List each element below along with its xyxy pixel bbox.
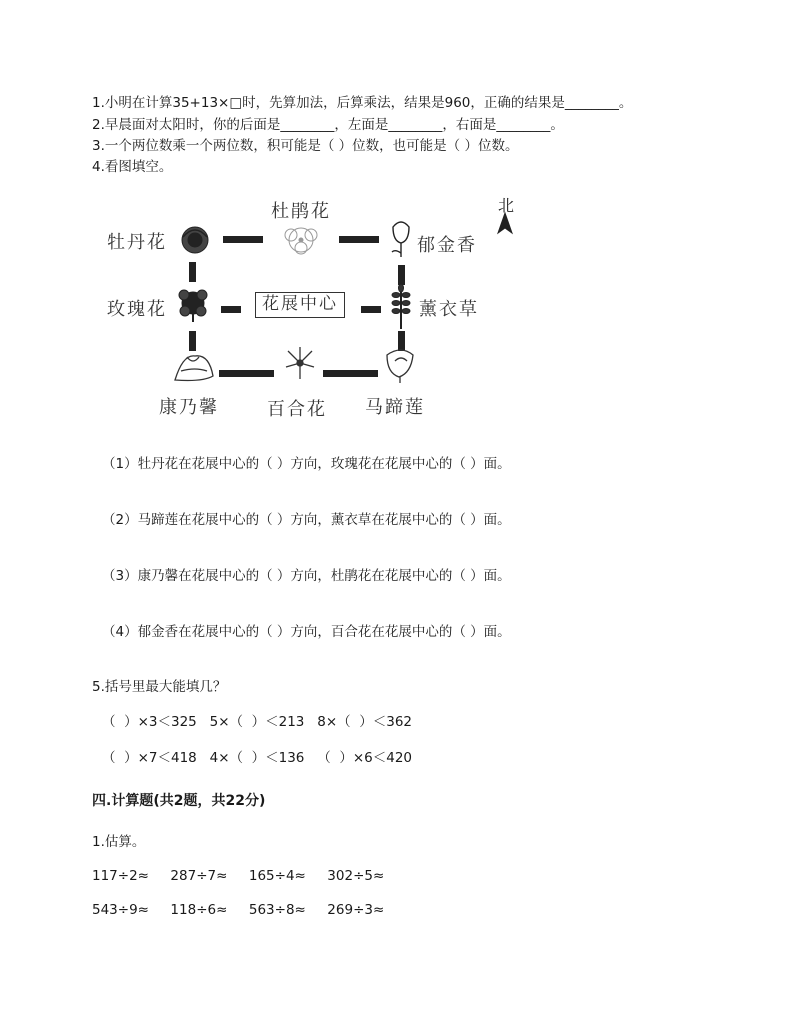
- question-3-2: 2.早晨面对太阳时，你的后面是________，左面是________，右面是________。: [92, 117, 564, 133]
- north-label: 北: [498, 196, 515, 215]
- path-rose-carnation: [189, 331, 196, 351]
- label-lavender: 薰衣草: [419, 299, 479, 320]
- section-4-title: 四.计算题(共2题，共22分): [92, 793, 266, 809]
- path-center-lavender: [361, 306, 381, 313]
- path-lavender-calla: [398, 331, 405, 351]
- question-4-sub-4: （4）郁金香在花展中心的（ ）方向，百合花在花展中心的（ ）面。: [102, 624, 511, 640]
- path-peony-rose: [189, 262, 196, 282]
- path-azalea-tulip: [339, 236, 379, 243]
- path-peony-azalea: [223, 236, 263, 243]
- rose-icon: [179, 290, 207, 322]
- label-tulip: 郁金香: [417, 235, 477, 256]
- label-carnation: 康乃馨: [159, 397, 219, 418]
- lily-icon: [286, 347, 314, 379]
- path-rose-center: [221, 306, 241, 313]
- exhibition-center-box: 花展中心: [255, 292, 345, 318]
- question-5-row-1: （ ）×3＜325 5×（ ）＜213 8×（ ）＜362: [102, 714, 412, 730]
- estimate-row-1: 117÷2≈ 287÷7≈ 165÷4≈ 302÷5≈: [92, 868, 385, 884]
- path-lily-calla: [323, 370, 378, 377]
- label-lily: 百合花: [267, 399, 327, 420]
- label-calla-lily: 马蹄莲: [365, 397, 425, 418]
- question-4-sub-1: （1）牡丹花在花展中心的（ ）方向，玫瑰花在花展中心的（ ）面。: [102, 456, 511, 472]
- question-3-3: 3.一个两位数乘一个两位数，积可能是（ ）位数，也可能是（ ）位数。: [92, 138, 519, 154]
- question-4-sub-3: （3）康乃馨在花展中心的（ ）方向，杜鹃花在花展中心的（ ）面。: [102, 568, 511, 584]
- label-peony: 牡丹花: [107, 232, 167, 253]
- tulip-icon: [392, 222, 409, 257]
- question-5-row-2: （ ）×7＜418 4×（ ）＜136 （ ）×6＜420: [102, 750, 412, 766]
- flower-exhibition-map: [95, 185, 525, 420]
- peony-icon: [182, 227, 208, 253]
- path-carnation-lily: [219, 370, 274, 377]
- estimate-row-2: 543÷9≈ 118÷6≈ 563÷8≈ 269÷3≈: [92, 902, 385, 918]
- path-tulip-lavender: [398, 265, 405, 285]
- question-3-1: 1.小明在计算35+13×□时，先算加法，后算乘法，结果是960，正确的结果是________。: [92, 95, 633, 111]
- question-3-4: 4.看图填空。: [92, 159, 173, 175]
- carnation-icon: [175, 356, 213, 381]
- azalea-icon: [285, 228, 317, 254]
- question-3-5: 5.括号里最大能填几？: [92, 679, 227, 695]
- label-rose: 玫瑰花: [107, 299, 167, 320]
- north-arrow-icon: [498, 213, 512, 233]
- question-4-1: 1.估算。: [92, 834, 146, 850]
- label-azalea: 杜鹃花: [271, 201, 331, 222]
- question-4-sub-2: （2）马蹄莲在花展中心的（ ）方向，薰衣草在花展中心的（ ）面。: [102, 512, 511, 528]
- calla-lily-icon: [387, 350, 413, 383]
- lavender-icon: [392, 284, 410, 329]
